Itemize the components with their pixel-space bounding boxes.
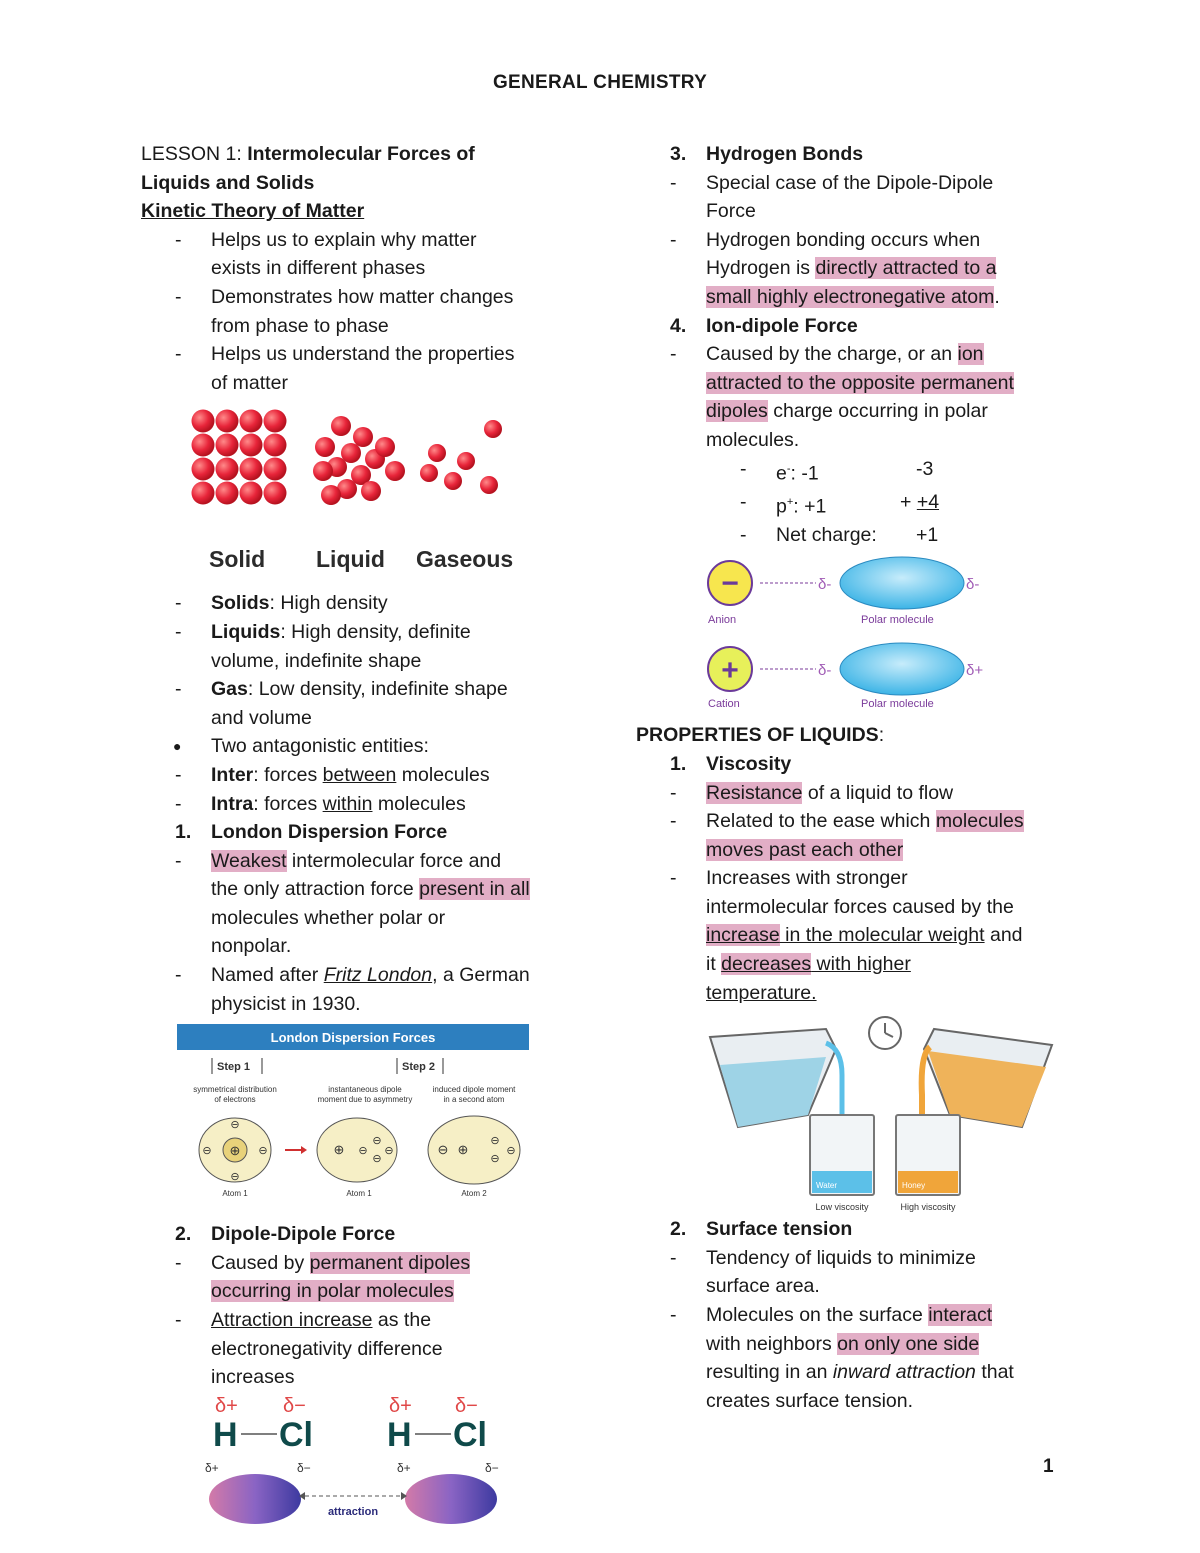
- molecule-ball: [216, 434, 239, 457]
- list-text: Force: [706, 200, 756, 223]
- colon: :: [878, 724, 885, 747]
- step1-label: Step 1: [217, 1061, 251, 1074]
- delta-label: δ-: [818, 576, 832, 594]
- polar-molecule: [840, 643, 964, 695]
- list-item-cont: [141, 1277, 581, 1306]
- svg-text:⊕: ⊕: [229, 1143, 241, 1159]
- molecule-ball: [264, 458, 287, 481]
- list-text: , a German: [432, 964, 530, 987]
- list-text: the only attraction force: [211, 878, 420, 901]
- list-item-cont: [141, 875, 581, 904]
- list-item-cont: [636, 1387, 1076, 1416]
- highlighted-text: directly attracted to a: [815, 257, 997, 280]
- caption: induced dipole moment: [432, 1085, 516, 1095]
- list-item-cont: [636, 893, 1076, 922]
- superscript: -: [786, 462, 791, 475]
- properties-heading: [636, 721, 1076, 750]
- page-title: GENERAL CHEMISTRY: [492, 72, 708, 93]
- svg-text:δ−: δ−: [297, 1460, 311, 1475]
- atom-induced: [428, 1116, 520, 1184]
- term: Intra: [211, 792, 254, 815]
- list-text: electronegativity difference: [211, 1337, 443, 1360]
- list-item: - Solids: High density: [175, 592, 388, 615]
- delta-label: δ+: [966, 662, 984, 680]
- numbered-heading: [636, 312, 1076, 341]
- svg-text:⊖: ⊖: [230, 1171, 240, 1184]
- list-text: that: [975, 1361, 1014, 1384]
- item-number: 3.: [670, 143, 687, 165]
- list-item-cont: [141, 704, 581, 733]
- molecule-ball: [240, 434, 263, 457]
- molecule-ball: [216, 458, 239, 481]
- list-item-cont: [636, 979, 1076, 1008]
- list-item: - Helps us to explain why matter: [175, 228, 477, 251]
- numbered-heading: [636, 750, 1076, 779]
- molecule-ball: [192, 482, 215, 505]
- molecule-ball: [428, 444, 446, 462]
- item-number: 2.: [175, 1223, 192, 1246]
- list-text: Tendency of liquids to minimize: [706, 1246, 976, 1269]
- kinetic-heading-text: Kinetic Theory of Matter: [141, 200, 365, 223]
- ion-dipole-diagram: [704, 553, 1004, 711]
- list-text: with neighbors: [706, 1332, 838, 1355]
- list-text: Caused by: [211, 1251, 310, 1274]
- low-viscosity-label: Low viscosity: [815, 1202, 869, 1213]
- list-item: - Gas: Low density, indefinite shape: [175, 678, 508, 701]
- section-heading: Ion-dipole Force: [706, 314, 858, 337]
- gas-molecules: [420, 420, 502, 494]
- atom-label: Atom 1: [346, 1189, 372, 1199]
- list-text: : -1: [790, 462, 819, 485]
- list-item-cont: [636, 426, 1076, 455]
- list-text: intermolecular forces caused by the: [706, 895, 1014, 918]
- high-viscosity-label: High viscosity: [900, 1202, 956, 1213]
- plus-sign: +: [721, 654, 739, 688]
- anion-label: Anion: [708, 614, 737, 627]
- lesson-prefix: LESSON 1:: [141, 143, 248, 165]
- list-text: Molecules on the surface: [706, 1304, 929, 1327]
- caption: moment due to asymmetry: [317, 1095, 413, 1105]
- attraction-label: attraction: [327, 1505, 379, 1518]
- highlighted-text: occurring in polar molecules: [211, 1280, 454, 1303]
- sub-list-item: - p+: +1 + +4: [740, 490, 940, 518]
- dipole-molecule: [209, 1474, 301, 1524]
- hydrogen-symbol: H: [387, 1415, 412, 1454]
- item-number: 1.: [175, 821, 192, 844]
- delta-minus: δ−: [455, 1394, 478, 1417]
- caption: symmetrical distribution: [193, 1085, 277, 1095]
- term: Gas: [211, 678, 248, 701]
- list-text: : forces: [253, 763, 323, 786]
- list-text: and volume: [211, 706, 312, 729]
- hcl-diagram: [201, 1392, 511, 1532]
- svg-text:⊕: ⊕: [457, 1142, 469, 1158]
- caption: of electrons: [214, 1095, 256, 1105]
- list-text: it: [706, 953, 722, 976]
- delta-label: δ-: [966, 576, 980, 594]
- polar-molecule-label: Polar molecule: [861, 614, 934, 627]
- list-text: : High density: [269, 592, 388, 615]
- left-column: [141, 140, 581, 1532]
- page-number: 1: [1043, 1456, 1054, 1477]
- svg-text:δ−: δ−: [485, 1460, 499, 1475]
- list-item-cont: [141, 254, 581, 283]
- list-text: Special case of the Dipole-Dipole: [706, 171, 994, 194]
- bullet-icon: ●: [173, 738, 182, 755]
- molecule-ball: [216, 410, 239, 433]
- atom-label: Atom 2: [461, 1189, 487, 1199]
- hcl-dipole-figure: [201, 1392, 581, 1532]
- highlighted-text: moves past each other: [706, 838, 904, 861]
- hydrogen-symbol: H: [213, 1415, 238, 1454]
- list-text: Caused by the charge, or an: [706, 343, 958, 366]
- list-text: +1: [916, 523, 939, 546]
- list-item-cont: [636, 1330, 1076, 1359]
- list-item: - Special case of the Dipole-Dipole: [670, 171, 994, 194]
- numbered-heading: [636, 140, 1076, 169]
- molecule-ball: [361, 481, 381, 501]
- list-item: - Inter: forces between molecules: [175, 763, 490, 786]
- molecule-ball: [420, 464, 438, 482]
- kinetic-heading: [141, 197, 581, 226]
- list-text: of a liquid to flow: [802, 781, 954, 804]
- list-text: molecules: [372, 792, 466, 815]
- numbered-heading: [141, 818, 581, 847]
- underlined-text: in the molecular weight: [779, 924, 985, 947]
- item-number: 1.: [670, 752, 687, 775]
- highlighted-text: dipoles: [706, 400, 768, 423]
- svg-text:⊖: ⊖: [358, 1145, 368, 1158]
- list-text: e: [776, 462, 787, 485]
- molecule-ball: [264, 482, 287, 505]
- list-text: molecules.: [706, 428, 800, 451]
- molecule-ball: [315, 437, 335, 457]
- svg-text:⊖: ⊖: [230, 1119, 240, 1132]
- molecule-ball: [321, 485, 341, 505]
- list-text: physicist in 1930.: [211, 992, 361, 1015]
- svg-text:⊕: ⊕: [333, 1142, 345, 1158]
- list-item: - Demonstrates how matter changes: [175, 285, 514, 308]
- ldf-diagram: [177, 1022, 537, 1220]
- chlorine-symbol: Cl: [453, 1415, 487, 1454]
- molecule-ball: [484, 420, 502, 438]
- molecule-ball: [240, 458, 263, 481]
- delta-label: δ-: [818, 662, 832, 680]
- water-label: Water: [816, 1181, 838, 1191]
- liquid-molecules: [313, 416, 405, 505]
- list-text: from phase to phase: [211, 314, 389, 337]
- molecule-ball: [313, 461, 333, 481]
- svg-text:⊖: ⊖: [372, 1153, 382, 1166]
- numbered-heading: [141, 1220, 581, 1249]
- underlined-text: with higher: [811, 953, 911, 976]
- list-item-cont: [141, 647, 581, 676]
- svg-text:⊖: ⊖: [202, 1145, 212, 1158]
- list-item-cont: [636, 950, 1076, 979]
- list-text: Demonstrates how matter changes: [211, 285, 514, 308]
- list-item: - Increases with stronger: [670, 867, 908, 890]
- phases-figure: [141, 405, 581, 589]
- list-text: volume, indefinite shape: [211, 649, 422, 672]
- list-text: Helps us understand the properties: [211, 343, 515, 366]
- svg-text:⊖: ⊖: [490, 1153, 500, 1166]
- polar-molecule-label: Polar molecule: [861, 698, 934, 711]
- molecule-ball: [480, 476, 498, 494]
- list-text: : +1: [793, 495, 827, 518]
- list-item-cont: [636, 254, 1076, 283]
- superscript: +: [786, 495, 794, 508]
- molecule-ball: [385, 461, 405, 481]
- highlighted-text: ion: [957, 343, 984, 366]
- underlined-text: +4: [916, 490, 940, 513]
- list-text: molecules whether polar or: [211, 906, 446, 929]
- list-text: nonpolar.: [211, 935, 292, 958]
- section-heading: London Dispersion Force: [211, 821, 448, 844]
- svg-text:δ+: δ+: [397, 1460, 411, 1475]
- list-text: p: [776, 495, 787, 518]
- list-item-cont: [141, 369, 581, 398]
- phase-label-solid: Solid: [209, 546, 266, 573]
- sub-list-item: - Net charge: +1: [636, 521, 1076, 550]
- molecule-ball: [457, 452, 475, 470]
- svg-text:⊖: ⊖: [490, 1135, 500, 1148]
- molecule-ball: [331, 416, 351, 436]
- list-item: - Tendency of liquids to minimize: [670, 1246, 976, 1269]
- list-item-cont: [636, 397, 1076, 426]
- list-text: .: [994, 285, 1000, 308]
- molecule-ball: [216, 482, 239, 505]
- list-item-cont: [141, 1335, 581, 1364]
- phase-label-gaseous: Gaseous: [416, 546, 514, 573]
- list-item: - Resistance of a liquid to flow: [670, 781, 954, 804]
- list-item: - Attraction increase as the: [175, 1309, 432, 1332]
- list-text: molecules: [396, 763, 490, 786]
- honey-label: Honey: [902, 1181, 926, 1191]
- list-item: - Named after Fritz London, a German: [175, 964, 530, 987]
- list-text: Hydrogen is: [706, 257, 816, 280]
- underlined-text: temperature.: [706, 981, 817, 1004]
- section-heading: PROPERTIES OF LIQUIDS: [636, 724, 879, 747]
- section-heading: Hydrogen Bonds: [706, 143, 864, 165]
- italic-text: inward attraction: [832, 1361, 976, 1384]
- list-text: Related to the ease which: [706, 810, 936, 833]
- list-text: : High density, definite: [280, 620, 471, 643]
- numbered-heading: [636, 1215, 1076, 1244]
- person-name: Fritz London: [323, 964, 433, 987]
- term: Liquids: [211, 620, 281, 643]
- list-text: surface area.: [706, 1275, 820, 1298]
- svg-text:⊖: ⊖: [384, 1145, 394, 1158]
- water-glass: [810, 1115, 874, 1195]
- list-text: and: [984, 924, 1023, 947]
- list-item: - Intra: forces within molecules: [175, 792, 466, 815]
- molecule-ball: [444, 472, 462, 490]
- polar-molecule: [840, 557, 964, 609]
- item-number: 2.: [670, 1218, 687, 1241]
- molecule-ball: [192, 458, 215, 481]
- caption: instantaneous dipole: [328, 1085, 402, 1095]
- list-item-cont: [636, 283, 1076, 312]
- london-dispersion-figure: [177, 1022, 581, 1220]
- highlighted-text: increase: [706, 924, 780, 947]
- list-item: - Helps us understand the properties: [175, 343, 515, 366]
- highlighted-text: small highly electronegative atom: [706, 285, 995, 308]
- sub-list-item: - e-: -1 -3: [636, 455, 1076, 488]
- list-item-cont: [141, 904, 581, 933]
- highlighted-text: decreases: [721, 953, 812, 976]
- viscosity-illustration: [708, 1015, 1068, 1215]
- highlighted-text: Weakest: [211, 849, 287, 872]
- dipole-molecule: [405, 1474, 497, 1524]
- anion-row: [708, 557, 979, 626]
- section-heading: Dipole-Dipole Force: [211, 1223, 396, 1246]
- list-item-cont: [636, 921, 1076, 950]
- list-text: Named after: [211, 964, 324, 987]
- list-item-cont: [636, 1272, 1076, 1301]
- list-item-cont: [636, 369, 1076, 398]
- delta-plus: δ+: [389, 1394, 412, 1417]
- delta-minus: δ−: [283, 1394, 306, 1417]
- molecule-ball: [353, 427, 373, 447]
- right-column: [636, 140, 1076, 1415]
- list-item-cont: [636, 197, 1076, 226]
- svg-text:⊖: ⊖: [437, 1142, 449, 1158]
- list-item-cont: [636, 836, 1076, 865]
- molecule-ball: [192, 410, 215, 433]
- bullet-item: [141, 732, 581, 761]
- svg-text:δ+: δ+: [205, 1460, 219, 1475]
- list-item: - Caused by permanent dipoles: [175, 1251, 471, 1274]
- list-item: - Hydrogen bonding occurs when: [670, 228, 981, 251]
- phases-illustration: [141, 405, 581, 589]
- highlighted-text: attracted to the opposite permanent: [706, 371, 1014, 394]
- caption: in a second atom: [443, 1095, 505, 1105]
- list-item: - Molecules on the surface interact: [670, 1304, 993, 1327]
- list-text: charge occurring in polar: [767, 400, 988, 423]
- svg-text:⊖: ⊖: [506, 1145, 516, 1158]
- solid-molecules: [192, 410, 287, 505]
- chlorine-symbol: Cl: [279, 1415, 313, 1454]
- list-text: Hydrogen bonding occurs when: [706, 228, 981, 251]
- list-item: - Related to the ease which molecules: [670, 810, 1024, 833]
- list-text: resulting in an: [706, 1361, 833, 1384]
- highlighted-text: Resistance: [706, 781, 803, 804]
- list-item-cont: [141, 932, 581, 961]
- list-text: Increases with stronger: [706, 867, 908, 890]
- ion-dipole-figure: [704, 553, 1076, 711]
- item-number: 4.: [670, 314, 687, 337]
- atom-label: Atom 1: [222, 1189, 248, 1199]
- list-item: - Liquids: High density, definite: [175, 620, 471, 643]
- list-text: +: [900, 490, 917, 513]
- term: Inter: [211, 763, 254, 786]
- list-item: - Weakest intermolecular force and: [175, 849, 502, 872]
- list-item-cont: [141, 1363, 581, 1392]
- list-text: creates surface tension.: [706, 1389, 914, 1412]
- term: Solids: [211, 592, 270, 615]
- underlined-text: Attraction increase: [211, 1309, 373, 1332]
- delta-plus: δ+: [215, 1394, 238, 1417]
- atom-dipole: [317, 1118, 397, 1182]
- molecule-ball: [264, 410, 287, 433]
- list-text: intermolecular force and: [286, 849, 502, 872]
- honey-glass: [896, 1115, 960, 1195]
- underlined-text: within: [322, 792, 373, 815]
- molecule-ball: [375, 437, 395, 457]
- ldf-banner-text: London Dispersion Forces: [270, 1030, 436, 1046]
- molecule-ball: [240, 482, 263, 505]
- cation-row: [708, 643, 983, 710]
- underlined-text: between: [322, 763, 397, 786]
- lesson-heading-cont: [141, 169, 581, 198]
- list-text: exists in different phases: [211, 257, 426, 280]
- lesson-title-cont: Liquids and Solids: [141, 171, 315, 194]
- svg-text:⊖: ⊖: [372, 1135, 382, 1148]
- step2-label: Step 2: [402, 1061, 436, 1074]
- minus-sign: −: [721, 567, 739, 601]
- list-text: Helps us to explain why matter: [211, 228, 477, 251]
- lesson-title: Intermolecular Forces of: [247, 143, 475, 165]
- list-text: Net charge:: [776, 523, 877, 546]
- svg-text:⊖: ⊖: [258, 1145, 268, 1158]
- list-text: increases: [211, 1366, 295, 1389]
- highlighted-text: molecules: [935, 810, 1024, 833]
- list-text: : forces: [253, 792, 323, 815]
- phase-label-liquid: Liquid: [316, 546, 385, 573]
- highlighted-text: on only one side: [837, 1332, 980, 1355]
- section-heading: Surface tension: [706, 1218, 853, 1241]
- section-heading: Viscosity: [706, 752, 792, 775]
- cation-label: Cation: [708, 698, 740, 711]
- list-item-cont: [141, 312, 581, 341]
- list-item: - Caused by the charge, or an ion: [670, 343, 984, 366]
- molecule-ball: [264, 434, 287, 457]
- highlighted-text: permanent dipoles: [309, 1251, 471, 1274]
- atom-symmetric: [199, 1118, 271, 1183]
- highlighted-text: interact: [928, 1304, 993, 1327]
- list-text: of matter: [211, 371, 288, 394]
- molecule-ball: [192, 434, 215, 457]
- highlighted-text: present in all: [419, 878, 530, 901]
- list-item-cont: [636, 1358, 1076, 1387]
- molecule-ball: [240, 410, 263, 433]
- list-text: : Low density, indefinite shape: [247, 678, 508, 701]
- list-text: as the: [372, 1309, 432, 1332]
- list-text: -3: [916, 457, 934, 480]
- list-text: Two antagonistic entities:: [211, 735, 429, 758]
- viscosity-figure: [708, 1015, 1076, 1215]
- lesson-heading: [141, 140, 581, 169]
- list-item-cont: [141, 990, 581, 1019]
